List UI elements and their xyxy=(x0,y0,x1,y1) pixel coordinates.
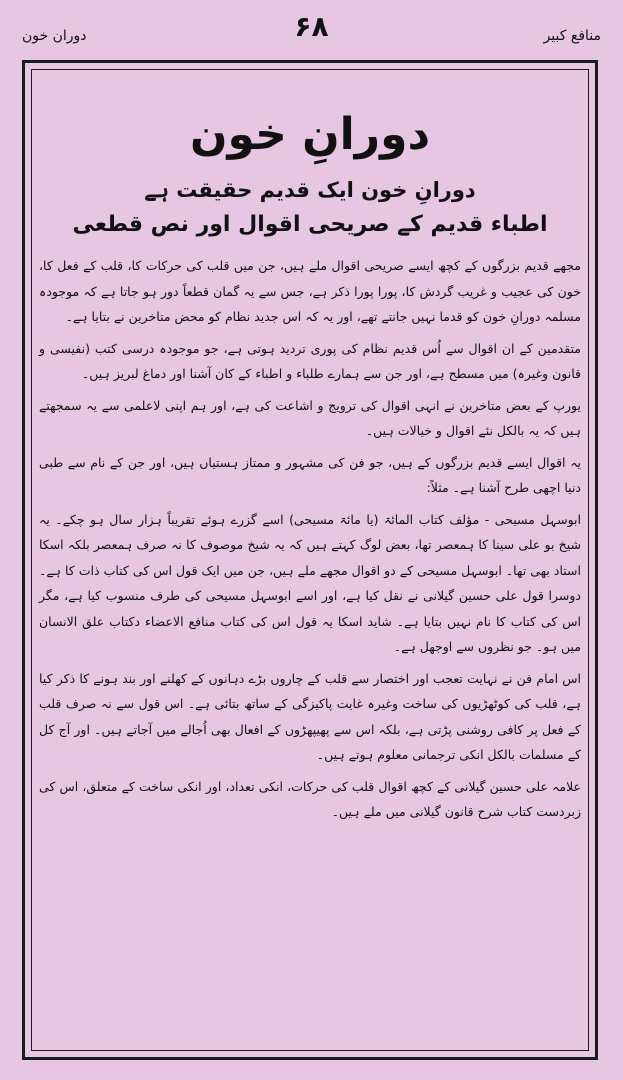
paragraph: اس امام فن نے نہایت تعجب اور اختصار سے قلب کے چاروں بڑے دہانوں کے کھلنے اور بند ہونے کا ذکر کیا ہے، قلب کی کوٹھڑیوں کی ساخت وغیرہ غایت پاکیزگی کے ساتھ بتائی ہے۔ اس قول سے نہ صرف قلب کے فعل پر کافی روشنی پڑتی ہے، بلکہ اس سے پھیپھڑوں کے افعال بھی اُجالے میں آجاتے ہیں۔ اور آج کل کے مسلمات بالکل انکی ترجمانی معلوم ہوتے ہیں۔ xyxy=(39,670,581,762)
paragraph: مجھے قدیم بزرگوں کے کچھ ایسے صریحی اقوال ملے ہیں، جن میں قلب کی حرکات کا، قلب کے فعل کا، خون کی عجیب و غریب گردش کا، پورا پورا ذکر ہے، جس سے یہ گمان قطعاً دور ہو جاتا ہے کہ موجودہ مسلمہ دورانِ خون کو قدما نہیں جانتے تھے، اور یہ کہ اس جدید نظام کو محض متاخرین نے بتایا ہے۔ xyxy=(39,258,581,324)
paragraph: علامہ علی حسین گیلانی کے کچھ اقوال قلب کی حرکات، انکی تعداد، اور انکی ساخت کے متعلق، اس کی زبردست کتاب شرح قانون گیلانی میں ملے ہیں۔ xyxy=(39,778,581,819)
book-title: منافع کبیر xyxy=(543,28,601,44)
page-title: دورانِ خون xyxy=(189,109,431,160)
paragraph: یہ اقوال ایسے قدیم بزرگوں کے ہیں، جو فن کی مشہور و ممتاز ہستیاں ہیں، اور جن کے نام سے طبی دنیا اچھی طرح آشنا ہے۔ مثلاً: xyxy=(39,454,581,495)
subtitle: دورانِ خون ایک قدیم حقیقت ہے xyxy=(144,178,476,202)
chapter-title: دوران خون xyxy=(22,28,87,44)
page-content xyxy=(39,77,581,1043)
paragraph: یورپ کے بعض متاخرین نے انہی اقوال کی ترویج و اشاعت کی ہے، اور ہم اپنی لاعلمی سے یہ سمجھتے ہیں کہ یہ بالکل نئے اقوال و خیالات ہیں۔ xyxy=(39,397,581,438)
paragraph: ابوسہل مسیحی - مؤلف کتاب المائۃ (یا مائۃ مسیحی) اسے گزرے ہوئے تقریباً ہزار سال ہو چکے۔ یہ شیخ بو علی سینا کا ہمعصر تھا، بعض لوگ کہتے ہیں کہ یہ شیخ موصوف کا نہ صرف ہمعصر بلکہ اسکا استاد بھی تھا۔ ابوسہل مسیحی کے دو اقوال مجھے ملے ہیں، جن میں ایک قول اس کی کتاب ذات کا ہے۔ دوسرا قول علی حسین گیلانی نے نقل کیا ہے، اور اسے ابوسہل مسیحی کی طرف منسوب کیا ہے، مگر اس کی کتاب کا نام نہیں بتایا ہے۔ شاید اسکا یہ قول اس کی کتاب منافع الاعضاء دکتاب علق الانسان میں ہو۔ جو نظروں سے اوجھل ہے۔ xyxy=(39,511,581,654)
paragraph: متقدمین کے ان اقوال سے اُس قدیم نظام کی پوری تردید ہوتی ہے، جو موجودہ درسی کتب (نفیسی و قانون وغیرہ) میں مسطح ہے، اور جن سے ہمارے طلباء و اطباء کے کان آشنا اور دماغ لبریز ہیں۔ xyxy=(39,340,581,381)
page-frame xyxy=(22,60,598,1060)
subtitle-secondary: اطباء قدیم کے صریحی اقوال اور نص قطعی xyxy=(72,212,548,237)
page-header xyxy=(22,8,601,52)
page-number: ۶۸ xyxy=(294,10,329,43)
